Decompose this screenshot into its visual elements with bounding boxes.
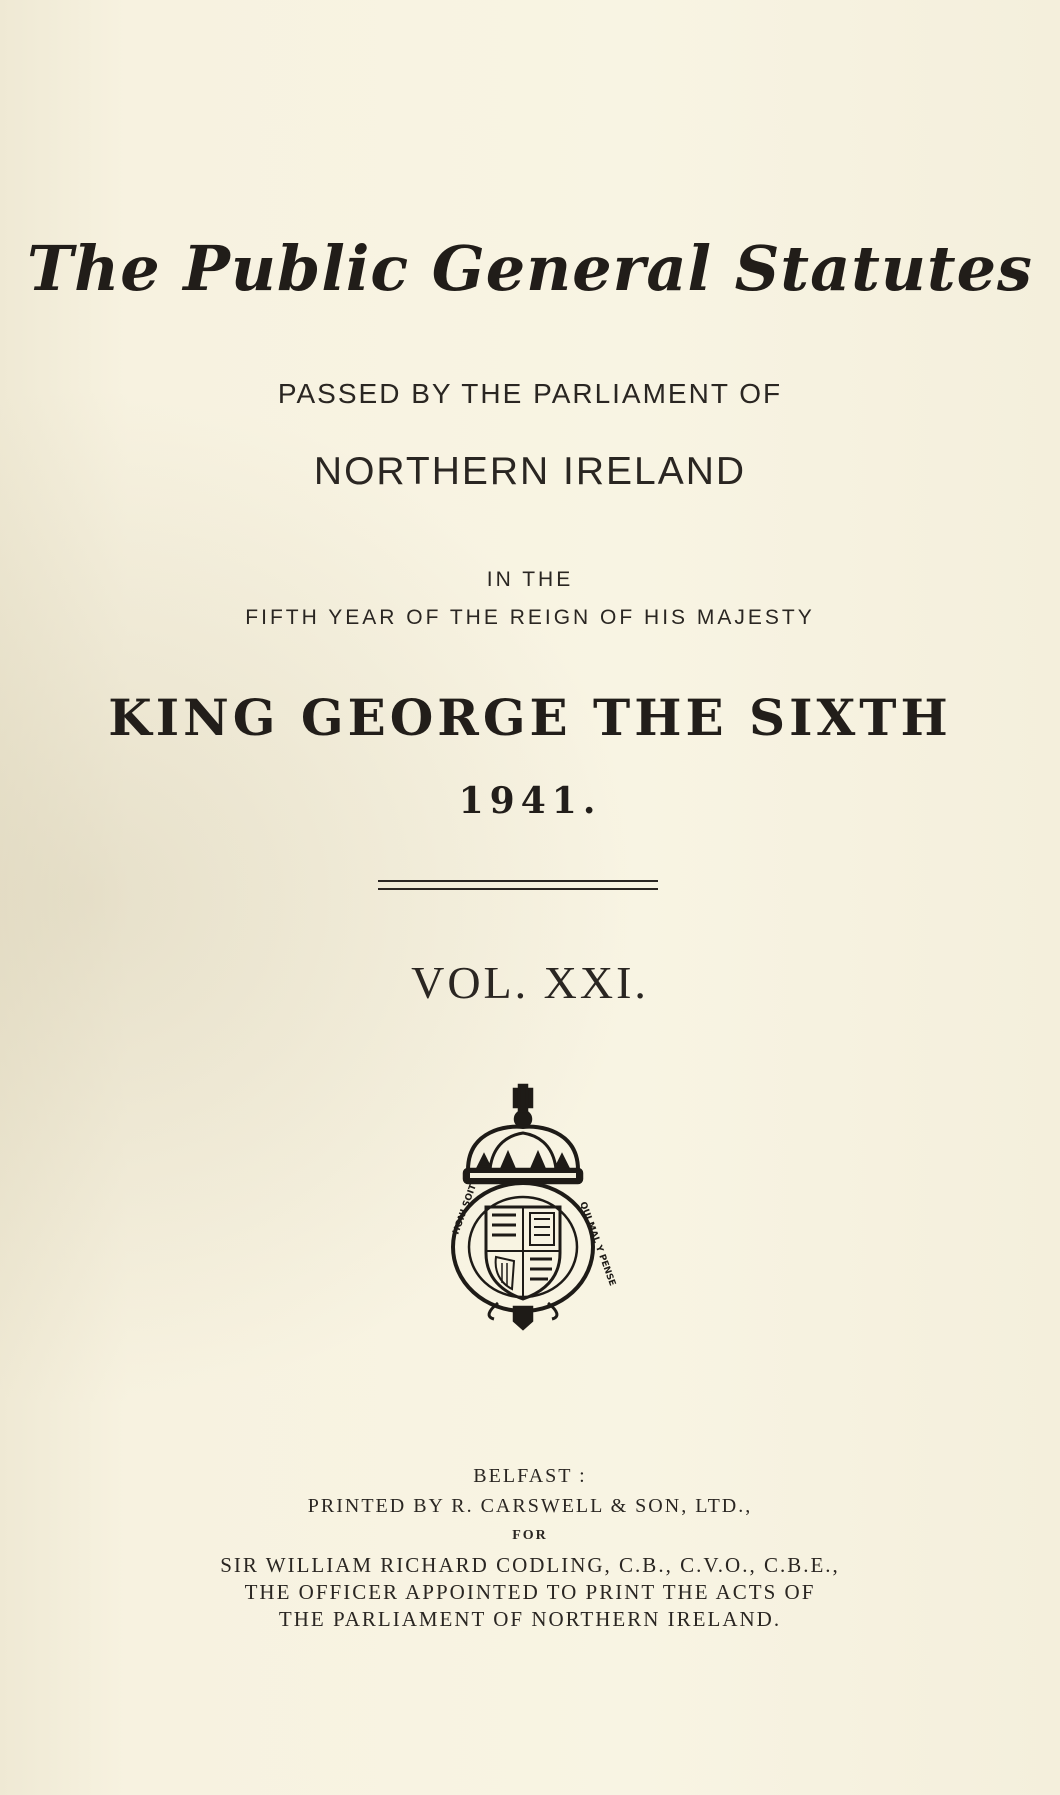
- imprint-officer-role: THE OFFICER APPOINTED TO PRINT THE ACTS OF: [244, 1580, 816, 1604]
- volume-number: VOL. XXI.: [411, 957, 649, 1008]
- passed-by-line: PASSED BY THE PARLIAMENT OF: [277, 378, 783, 409]
- country-line: NORTHERN IRELAND: [313, 450, 747, 493]
- reign-line: FIFTH YEAR OF THE REIGN OF HIS MAJESTY: [245, 606, 815, 629]
- imprint-for: FOR: [512, 1528, 548, 1543]
- imprint-officer-role-2: THE PARLIAMENT OF NORTHERN IRELAND.: [278, 1607, 782, 1631]
- in-the-line: IN THE: [486, 568, 574, 591]
- imprint-printer: PRINTED BY R. CARSWELL & SON, LTD.,: [307, 1495, 753, 1517]
- svg-text:QUI MAL Y PENSE: QUI MAL Y PENSE: [577, 1200, 617, 1288]
- double-rule-divider: [378, 880, 658, 890]
- monarch-line: KING GEORGE THE SIXTH: [108, 688, 952, 747]
- year-line: 1941.: [458, 780, 602, 822]
- imprint-officer-name: SIR WILLIAM RICHARD CODLING, C.B., C.V.O., C.B.E.,: [220, 1553, 840, 1577]
- svg-text:HONI SOIT: HONI SOIT: [451, 1182, 479, 1237]
- book-title: The Public General Statutes: [27, 232, 1033, 305]
- royal-coat-of-arms-icon: [448, 1085, 617, 1330]
- imprint-place: BELFAST :: [473, 1465, 587, 1487]
